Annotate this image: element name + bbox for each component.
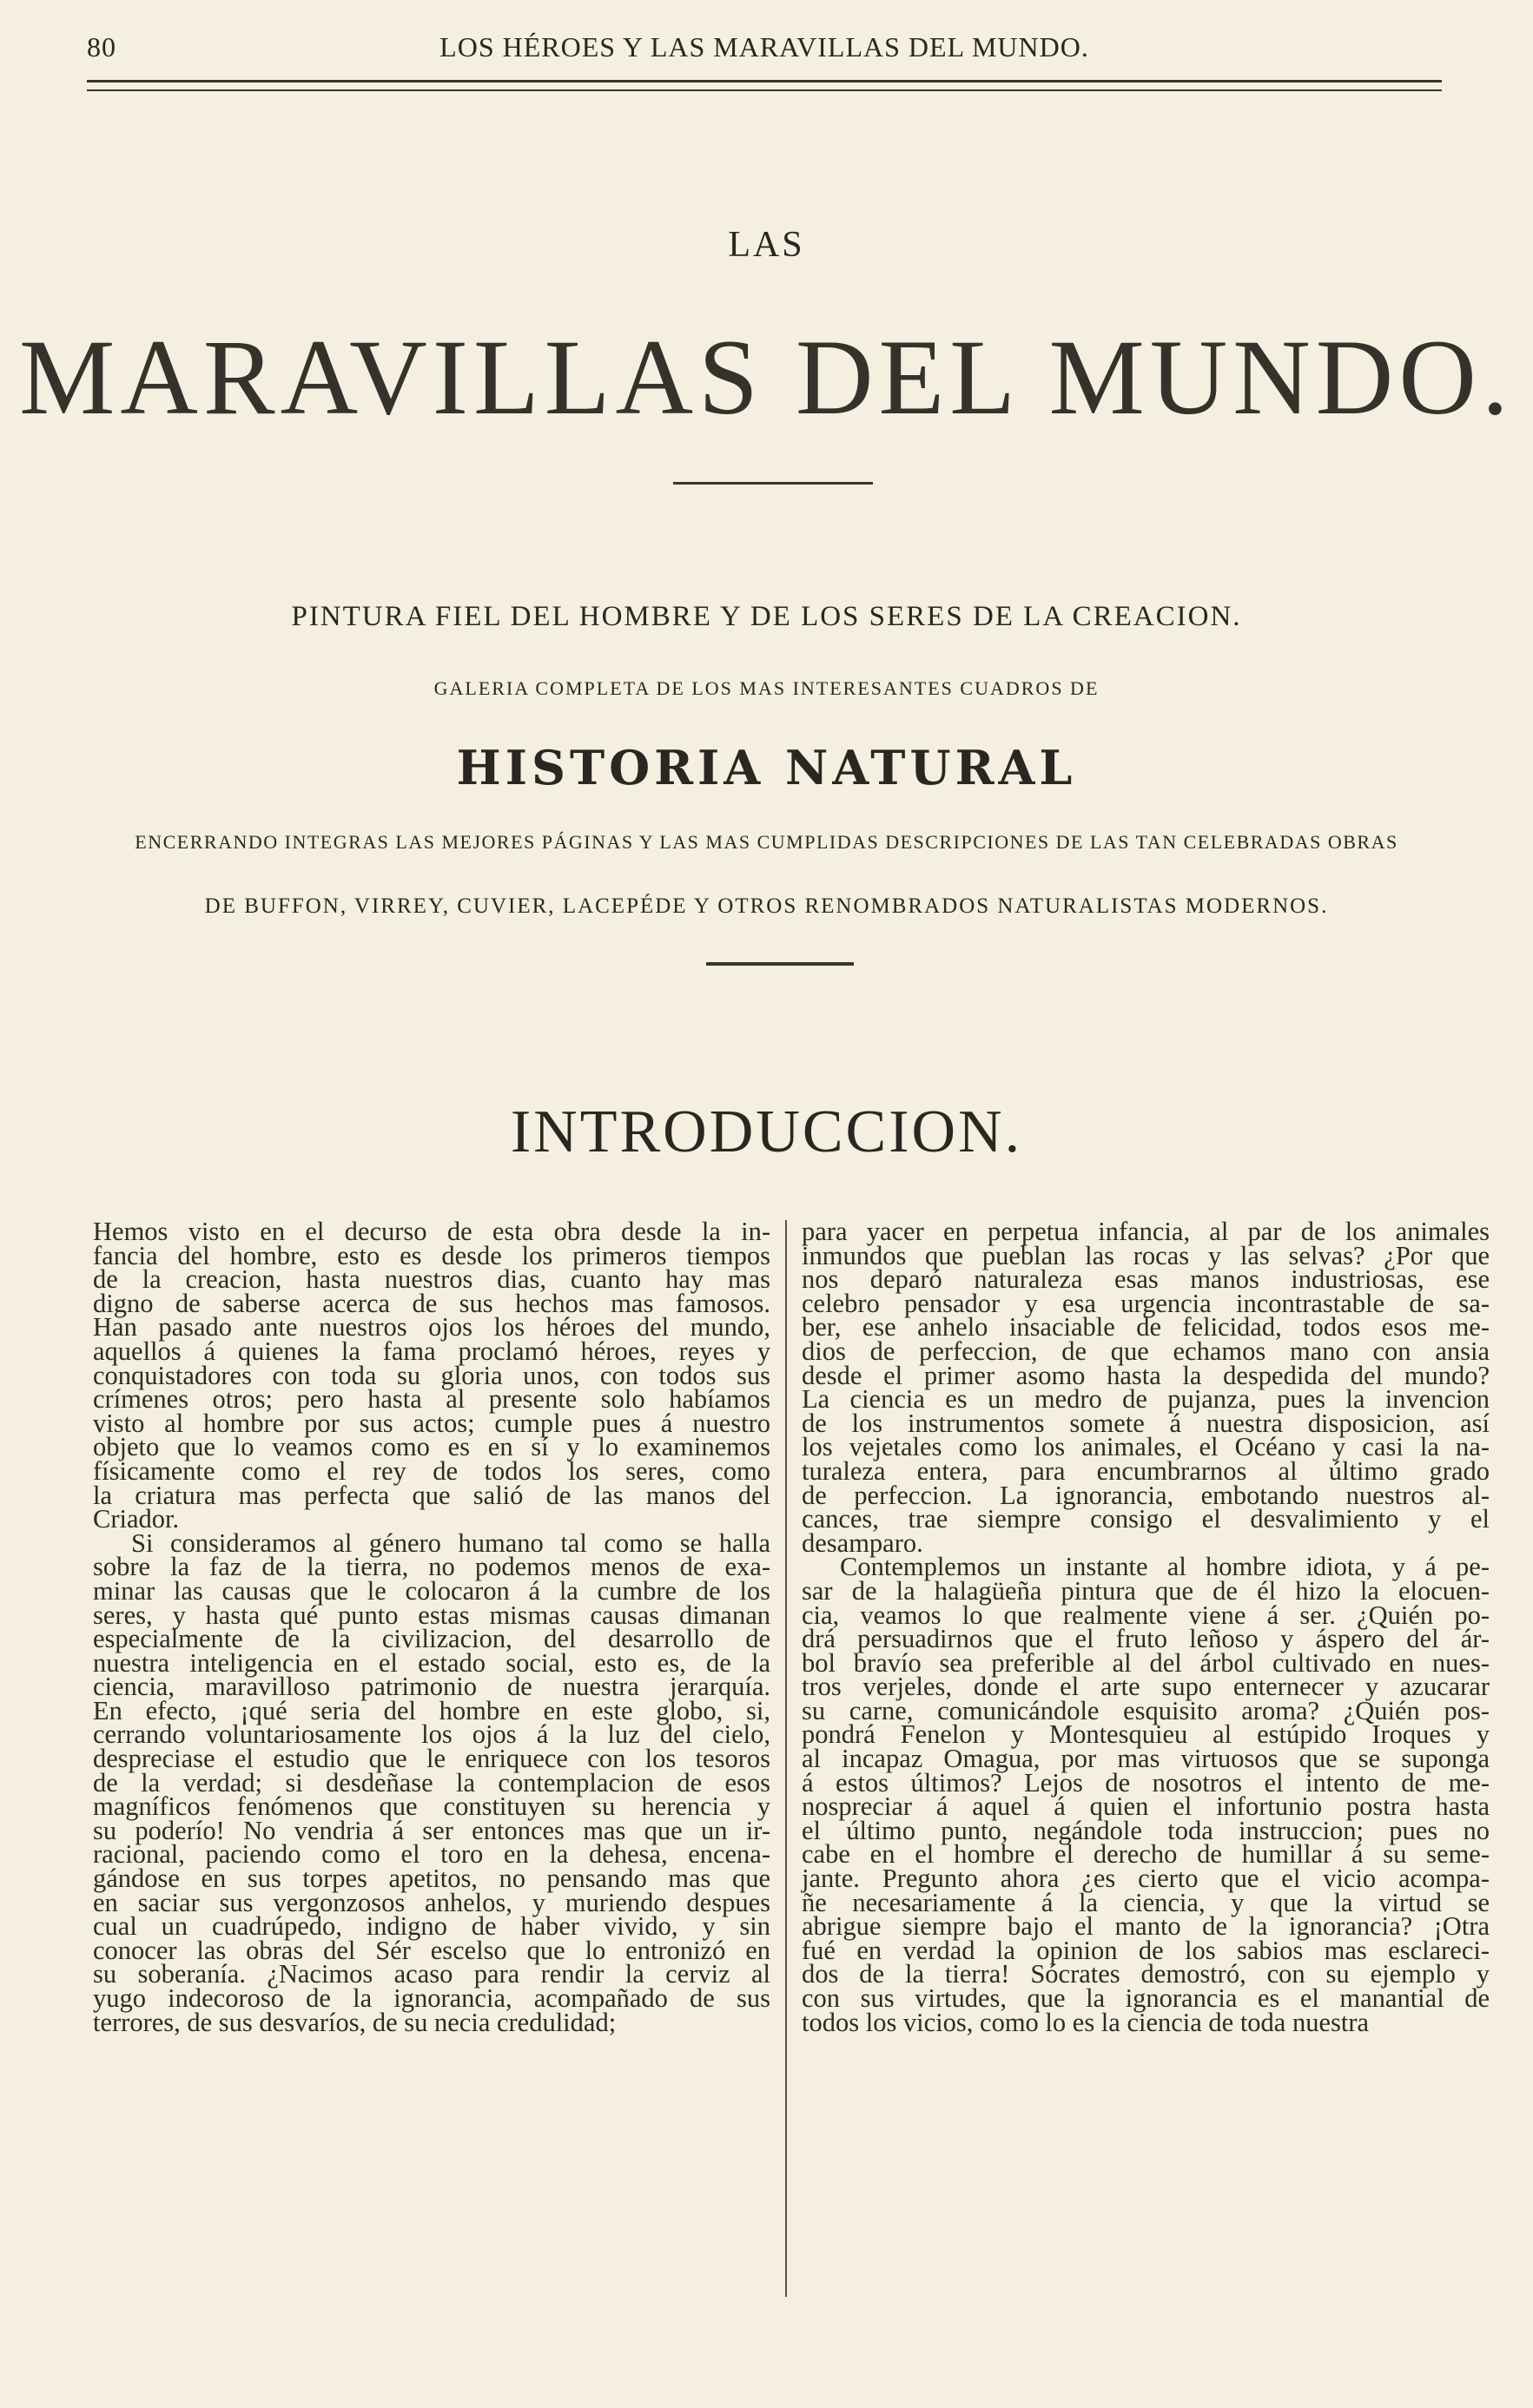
text-line: su carne, comunicándole esquisito aroma? ¿Quién pos- [802, 1695, 1490, 1725]
page-number: 80 [87, 31, 116, 63]
text-line: ciencia, maravilloso patrimonio de nuestra jerarquía. [93, 1672, 770, 1702]
text-line: aquellos á quienes la fama proclamó héroes, reyes y [93, 1336, 770, 1366]
text-line: cerrando voluntariosamente los ojos á la luz del cielo, [93, 1719, 770, 1750]
text-line: ñe necesariamente á la ciencia, y que la virtud se [802, 1887, 1490, 1917]
header-double-rule [87, 80, 1442, 91]
enclosing-line: ENCERRANDO INTEGRAS LAS MEJORES PÁGINAS Y LAS MAS CUMPLIDAS DESCRIPCIONES DE LAS TAN CELEBRADAS OBRAS [135, 831, 1398, 853]
text-line: cances, trae siempre consigo el desvalimiento y el [802, 1504, 1490, 1534]
right-text-column [802, 1217, 1490, 2037]
natural-history-heading: HISTORIA NATURAL [456, 740, 1077, 795]
section-divider [706, 962, 854, 966]
text-line: gándose en sus torpes apetitos, no pensando mas que [93, 1864, 770, 1894]
text-line: para yacer en perpetua infancia, al par de los animales [802, 1217, 1490, 1246]
running-title: LOS HÉROES Y LAS MARAVILLAS DEL MUNDO. [439, 31, 1089, 63]
text-line: yugo indecoroso de la ignorancia, acompañado de sus [93, 1983, 770, 2013]
text-line: cabe en el hombre el derecho de humillar á su seme- [802, 1839, 1490, 1870]
text-line: celebro pensador y esa urgencia incontrastable de sa- [802, 1288, 1490, 1318]
text-line: Si consideramos al género humano tal como se halla [131, 1527, 770, 1558]
text-line: pondrá Fenelon y Montesquieu al estúpido Iroques y [802, 1719, 1490, 1750]
text-line: crímenes otros; pero hasta al presente solo habíamos [93, 1384, 770, 1415]
text-line: Han pasado ante nuestros ojos los héroes del mundo, [93, 1312, 770, 1343]
text-line: nuestra inteligencia en el estado social, esto es, de la [93, 1647, 770, 1678]
text-line: de perfeccion. La ignorancia, embotando nuestros al- [802, 1480, 1490, 1510]
text-line: sobre la faz de la tierra, no podemos menos de exa- [93, 1552, 770, 1582]
text-line: conocer las obras del Sér escelso que lo entronizó en [93, 1935, 770, 1965]
text-line: objeto que lo veamos como es en sí y lo examinemos [93, 1432, 770, 1462]
text-line: terrores, de sus desvaríos, de su necia credulidad; [93, 2007, 617, 2037]
text-line: cia, veamos lo que realmente viene á ser. ¿Quién po- [802, 1600, 1490, 1630]
text-line: abrigue siempre bajo el manto de la ignorancia? ¡Otra [802, 1911, 1490, 1942]
text-line: fué en verdad la opinion de los sabios mas esclareci- [802, 1935, 1490, 1965]
text-line: Contemplemos un instante al hombre idiota, y á pe- [840, 1552, 1490, 1582]
text-line: con sus virtudes, que la ignorancia es el manantial de [802, 1983, 1490, 2013]
gallery-line: GALERIA COMPLETA DE LOS MAS INTERESANTES CUADROS DE [433, 677, 1100, 699]
text-line: digno de saberse acerca de sus hechos mas famosos. [93, 1288, 770, 1318]
text-line: en saciar sus vergonzosos anhelos, y muriendo despues [93, 1887, 770, 1917]
text-line: al incapaz Omagua, por mas virtuosos que se suponga [802, 1744, 1490, 1774]
text-line: La ciencia es un medro de pujanza, pues la invencion [802, 1384, 1490, 1415]
text-line: visto al hombre por sus actos; cumple pues á nuestro [93, 1408, 770, 1438]
text-line: bol bravío sea preferible al del árbol cultivado en nues- [802, 1647, 1490, 1678]
text-line: la criatura mas perfecta que salió de las manos del [93, 1480, 770, 1510]
text-line: nos deparó naturaleza esas manos industriosas, ese [802, 1264, 1490, 1295]
title-divider [673, 482, 873, 485]
column-divider [785, 1220, 787, 2297]
text-line: Hemos visto en el decurso de esta obra desde la in- [93, 1217, 770, 1246]
text-line: jante. Pregunto ahora ¿es cierto que el vicio acompa- [802, 1864, 1490, 1894]
text-line: su poderío! No vendria á ser entonces mas que un ir- [93, 1815, 770, 1845]
text-line: desamparo. [802, 1527, 923, 1558]
text-line: cual un cuadrúpedo, indigno de haber vivido, y sin [93, 1911, 770, 1942]
text-line: conquistadores con toda su gloria unos, con todos sus [93, 1360, 770, 1390]
text-line: racional, paciendo como el toro en la dehesa, encena- [93, 1839, 770, 1870]
text-line: seres, y hasta qué punto estas mismas causas dimanan [93, 1600, 770, 1630]
text-line: especialmente de la civilizacion, del desarrollo de [93, 1624, 770, 1654]
title-article: LAS [728, 225, 805, 265]
page-title: MARAVILLAS DEL MUNDO. [19, 318, 1514, 437]
text-line: drá persuadirnos que el fruto leñoso y áspero del ár- [802, 1624, 1490, 1654]
text-line: de los instrumentos somete á nuestra disposicion, así [802, 1408, 1490, 1438]
text-line: sar de la halagüeña pintura que de él hizo la elocuen- [802, 1575, 1490, 1606]
running-header [87, 31, 1442, 75]
text-line: de la creacion, hasta nuestros dias, cuanto hay mas [93, 1264, 770, 1295]
text-line: físicamente como el rey de todos los seres, como [93, 1455, 770, 1486]
text-line: minar las causas que le colocaron á la cumbre de los [93, 1575, 770, 1606]
authors-line: DE BUFFON, VIRREY, CUVIER, LACEPÉDE Y OTROS RENOMBRADOS NATURALISTAS MODERNOS. [204, 894, 1329, 918]
text-line: ber, ese anhelo insaciable de felicidad, todos esos me- [802, 1312, 1490, 1343]
text-line: nospreciar á aquel á quien el infortunio postra hasta [802, 1791, 1490, 1822]
text-line: dios de perfeccion, de que echamos mano con ansia [802, 1336, 1490, 1366]
text-line: despreciase el estudio que le enriquece con los tesoros [93, 1744, 770, 1774]
text-line: los vejetales como los animales, el Océano y casi la na- [802, 1432, 1490, 1462]
text-line: turaleza entera, para encumbrarnos al último grado [802, 1455, 1490, 1486]
introduction-heading: INTRODUCCION. [510, 1098, 1023, 1165]
text-line: el último punto, negándole toda instruccion; pues no [802, 1815, 1490, 1845]
text-line: desde el primer asomo hasta la despedida del mundo? [802, 1360, 1490, 1390]
text-line: todos los vicios, como lo es la ciencia de toda nuestra [802, 2007, 1370, 2037]
text-line: magníficos fenómenos que constituyen su herencia y [93, 1791, 770, 1822]
left-text-column [93, 1217, 770, 2037]
text-line: de la verdad; si desdeñase la contemplacion de esos [93, 1767, 770, 1798]
text-line: fancia del hombre, esto es desde los primeros tiempos [93, 1240, 770, 1270]
text-line: inmundos que pueblan las rocas y las selvas? ¿Por que [802, 1240, 1490, 1270]
text-line: tros verjeles, donde el arte supo enternecer y azucarar [802, 1672, 1490, 1702]
text-line: En efecto, ¡qué seria del hombre en este globo, si, [93, 1695, 770, 1725]
text-line: su soberanía. ¿Nacimos acaso para rendir la cerviz al [93, 1959, 770, 1989]
text-line: á estos últimos? Lejos de nosotros el intento de me- [802, 1767, 1490, 1798]
text-line: Criador. [93, 1504, 180, 1534]
text-line: dos de la tierra! Sócrates demostró, con su ejemplo y [802, 1959, 1490, 1989]
subtitle: PINTURA FIEL DEL HOMBRE Y DE LOS SERES DE LA CREACION. [291, 601, 1242, 632]
